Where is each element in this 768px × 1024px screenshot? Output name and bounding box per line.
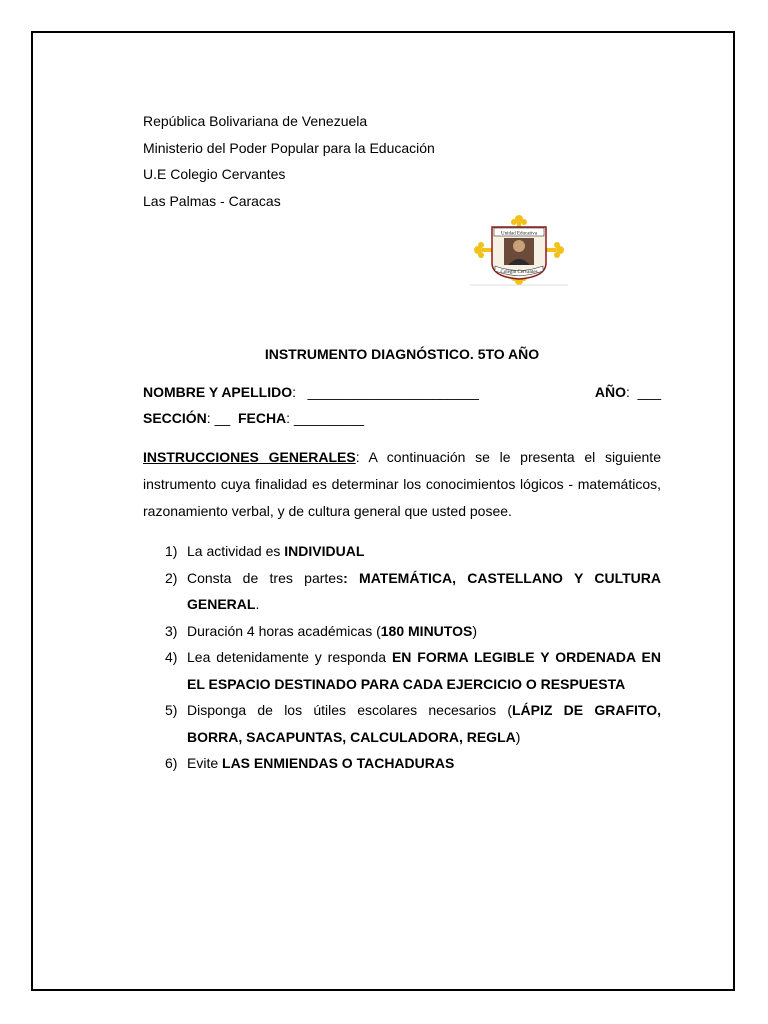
name-label: NOMBRE Y APELLIDO (143, 384, 293, 400)
item-number: 2) (165, 569, 178, 586)
svg-text:Colegio Cervantes: Colegio Cervantes (500, 270, 538, 275)
list-item (143, 644, 661, 697)
item-bold: LAS ENMIENDAS O TACHADURAS (222, 755, 455, 771)
item-number: 4) (165, 649, 178, 665)
date-blank: _________ (293, 410, 365, 426)
item-number: 5) (165, 702, 178, 718)
section-colon: : (206, 410, 211, 426)
item-number: 6) (165, 755, 178, 771)
name-blank: ______________________ (307, 384, 479, 400)
instructions-list (143, 538, 661, 777)
section-blank: __ (214, 410, 231, 426)
svg-text:Unidad Educativa: Unidad Educativa (501, 231, 537, 237)
item-tail: . (255, 596, 260, 612)
item-tail: ) (515, 728, 521, 745)
list-item (143, 565, 661, 618)
general-instructions (143, 444, 661, 525)
list-item (143, 697, 661, 750)
section-label: SECCIÓN (143, 410, 207, 426)
document-title: INSTRUMENTO DIAGNÓSTICO. 5TO AÑO (264, 346, 540, 362)
school-header (143, 108, 661, 214)
item-number: 1) (165, 543, 178, 559)
section-date-row (143, 410, 661, 426)
item-bold: LÁPIZ DE GRAFITO, BORRA, SACAPUNTAS, CALCULADORA, REGLA (187, 702, 661, 745)
header-country: República Bolivariana de Venezuela (143, 113, 368, 129)
item-number: 3) (165, 622, 178, 639)
school-logo (470, 213, 568, 287)
item-bold: INDIVIDUAL (284, 543, 365, 559)
year-colon: : (625, 384, 630, 400)
instructions-text: A continuación se le presenta el siguiente instrumento cuya finalidad es determinar los conocimientos lógicos - matemáticos, razonamiento verbal, y de cultura general que usted posee. (143, 449, 661, 519)
header-school: U.E Colegio Cervantes (143, 166, 286, 182)
item-text: Consta de tres partes (187, 569, 344, 586)
item-text: Duración 4 horas académicas ( (187, 622, 381, 639)
name-colon: : (292, 384, 296, 400)
date-colon: : (286, 410, 291, 426)
list-item (143, 618, 661, 645)
year-field (595, 384, 661, 400)
item-text: Evite (187, 755, 223, 771)
name-year-row (143, 384, 661, 400)
header-ministry: Ministerio del Poder Popular para la Educación (143, 139, 435, 156)
item-tail: ) (472, 622, 477, 639)
item-text: La actividad es (187, 543, 285, 559)
item-text: Disponga de los útiles escolares necesarios ( (187, 702, 512, 718)
instructions-heading: INSTRUCCIONES GENERALES (143, 449, 356, 465)
header-location: Las Palmas - Caracas (143, 192, 281, 209)
item-bold: : MATEMÁTICA, CASTELLANO Y CULTURA GENERAL (187, 569, 661, 612)
instructions-colon: : (355, 449, 360, 465)
date-label: FECHA (237, 410, 287, 426)
year-label: AÑO (594, 384, 626, 400)
list-item (143, 750, 661, 777)
list-item (143, 538, 661, 565)
item-text: Lea detenidamente y responda (187, 649, 392, 665)
name-field (143, 384, 479, 400)
year-blank: ___ (637, 384, 661, 400)
item-bold: 180 MINUTOS (380, 622, 473, 639)
item-bold: EN FORMA LEGIBLE Y ORDENADA EN EL ESPACIO DESTINADO PARA CADA EJERCICIO O RESPUESTA (187, 649, 661, 692)
